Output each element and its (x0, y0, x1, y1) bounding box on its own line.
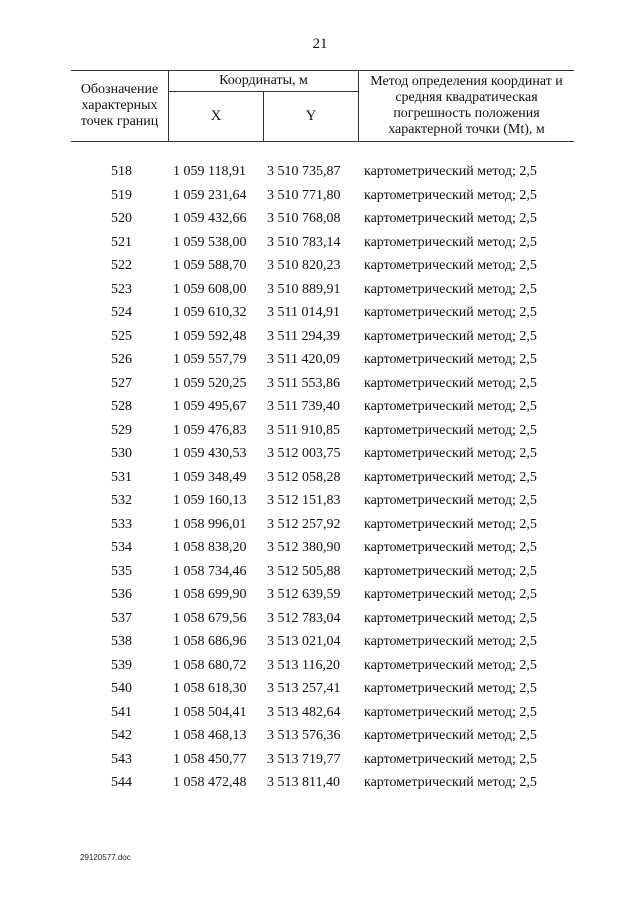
point-number-cell: 529 (111, 422, 132, 438)
method-cell: картометрический метод; 2,5 (364, 610, 537, 626)
method-cell: картометрический метод; 2,5 (364, 751, 537, 767)
x-coordinate-cell: 1 059 592,48 (173, 328, 247, 344)
x-coordinate-cell: 1 059 588,70 (173, 258, 247, 273)
y-coordinate-cell: 3 513 116,20 (267, 657, 340, 673)
point-number-cell: 523 (111, 281, 132, 297)
point-number-cell: 534 (111, 540, 132, 555)
y-coordinate-cell: 3 512 639,59 (267, 587, 341, 602)
y-coordinate-cell: 3 511 420,09 (267, 352, 340, 367)
method-cell: картометрический метод; 2,5 (364, 211, 537, 226)
table-row (71, 442, 572, 466)
point-number-cell: 524 (111, 305, 132, 320)
x-coordinate-cell: 1 059 520,25 (173, 375, 247, 391)
y-coordinate-cell: 3 510 735,87 (267, 164, 341, 179)
point-number-cell: 535 (111, 563, 132, 579)
table-row (71, 513, 572, 537)
table-row (71, 301, 572, 325)
x-coordinate-cell: 1 059 495,67 (173, 399, 247, 414)
point-number-cell: 533 (111, 516, 132, 532)
x-coordinate-cell: 1 059 538,00 (173, 234, 247, 250)
table-row (71, 231, 572, 255)
point-number-cell: 542 (111, 728, 132, 743)
table-row (71, 724, 572, 748)
point-number-cell: 532 (111, 493, 132, 508)
x-coordinate-cell: 1 058 472,48 (173, 775, 247, 790)
method-cell: картометрический метод; 2,5 (364, 704, 537, 720)
table-row (71, 372, 572, 396)
method-cell: картометрический метод; 2,5 (364, 328, 537, 344)
table-row (71, 536, 572, 560)
point-number-cell: 527 (111, 375, 132, 391)
point-number-cell: 543 (111, 751, 132, 767)
y-coordinate-cell: 3 510 768,08 (267, 211, 341, 226)
x-coordinate-cell: 1 059 476,83 (173, 422, 247, 438)
method-cell: картометрический метод; 2,5 (364, 164, 537, 179)
method-cell: картометрический метод; 2,5 (364, 422, 537, 438)
y-coordinate-cell: 3 510 820,23 (267, 258, 341, 273)
y-coordinate-cell: 3 512 003,75 (267, 446, 341, 461)
x-coordinate-cell: 1 058 679,56 (173, 610, 247, 626)
table-row (71, 160, 572, 184)
table-row (71, 466, 572, 490)
y-coordinate-cell: 3 513 257,41 (267, 681, 341, 696)
x-coordinate-cell: 1 059 610,32 (173, 305, 247, 320)
header-y: Y (264, 92, 359, 142)
table-body (71, 160, 572, 795)
method-cell: картометрический метод; 2,5 (364, 728, 537, 743)
x-coordinate-cell: 1 059 557,79 (173, 352, 247, 367)
point-number-cell: 521 (111, 234, 132, 250)
y-coordinate-cell: 3 512 380,90 (267, 540, 341, 555)
table-row (71, 254, 572, 278)
file-name-footer: 29120577.doc (80, 853, 131, 862)
point-number-cell: 519 (111, 187, 132, 203)
table-row (71, 278, 572, 302)
x-coordinate-cell: 1 058 504,41 (173, 704, 247, 720)
table-row (71, 677, 572, 701)
method-cell: картометрический метод; 2,5 (364, 681, 537, 696)
page-number: 21 (312, 36, 328, 52)
table-row (71, 630, 572, 654)
table-row (71, 348, 572, 372)
point-number-cell: 539 (111, 657, 132, 673)
method-cell: картометрический метод; 2,5 (364, 775, 537, 790)
method-cell: картометрический метод; 2,5 (364, 634, 537, 649)
point-number-cell: 525 (111, 328, 132, 344)
point-number-cell: 518 (111, 164, 132, 179)
point-number-cell: 537 (111, 610, 132, 626)
method-cell: картометрический метод; 2,5 (364, 234, 537, 250)
table-row (71, 654, 572, 678)
method-cell: картометрический метод; 2,5 (364, 305, 537, 320)
point-number-cell: 528 (111, 399, 132, 414)
method-cell: картометрический метод; 2,5 (364, 469, 537, 485)
y-coordinate-cell: 3 513 021,04 (267, 634, 341, 649)
method-cell: картометрический метод; 2,5 (364, 399, 537, 414)
table-row (71, 419, 572, 443)
method-cell: картометрический метод; 2,5 (364, 352, 537, 367)
header-method: Метод определения координат и средняя квадратическая погрешность положения характерной точки (Mt), м (359, 71, 575, 142)
method-cell: картометрический метод; 2,5 (364, 516, 537, 532)
y-coordinate-cell: 3 513 576,36 (267, 728, 341, 743)
method-cell: картометрический метод; 2,5 (364, 446, 537, 461)
table-row (71, 748, 572, 772)
y-coordinate-cell: 3 513 719,77 (267, 751, 341, 767)
x-coordinate-cell: 1 058 450,77 (173, 751, 247, 767)
table-row (71, 607, 572, 631)
x-coordinate-cell: 1 059 608,00 (173, 281, 247, 297)
table-row (71, 207, 572, 231)
point-number-cell: 540 (111, 681, 132, 696)
table-row (71, 395, 572, 419)
x-coordinate-cell: 1 058 468,13 (173, 728, 247, 743)
table-row (71, 489, 572, 513)
y-coordinate-cell: 3 512 783,04 (267, 610, 341, 626)
y-coordinate-cell: 3 512 505,88 (267, 563, 341, 579)
x-coordinate-cell: 1 058 680,72 (173, 657, 247, 673)
point-number-cell: 520 (111, 211, 132, 226)
point-number-cell: 536 (111, 587, 132, 602)
x-coordinate-cell: 1 059 118,91 (173, 164, 246, 179)
header-x: X (169, 92, 264, 142)
x-coordinate-cell: 1 059 160,13 (173, 493, 247, 508)
x-coordinate-cell: 1 059 432,66 (173, 211, 247, 226)
y-coordinate-cell: 3 513 811,40 (267, 775, 340, 790)
x-coordinate-cell: 1 058 618,30 (173, 681, 247, 696)
method-cell: картометрический метод; 2,5 (364, 587, 537, 602)
table-row (71, 325, 572, 349)
point-number-cell: 530 (111, 446, 132, 461)
method-cell: картометрический метод; 2,5 (364, 187, 537, 203)
table-row (71, 560, 572, 584)
point-number-cell: 538 (111, 634, 132, 649)
point-number-cell: 544 (111, 775, 132, 790)
x-coordinate-cell: 1 058 838,20 (173, 540, 247, 555)
x-coordinate-cell: 1 058 699,90 (173, 587, 247, 602)
method-cell: картометрический метод; 2,5 (364, 493, 537, 508)
point-number-cell: 526 (111, 352, 132, 367)
table-row (71, 771, 572, 795)
y-coordinate-cell: 3 510 771,80 (267, 187, 341, 203)
method-cell: картометрический метод; 2,5 (364, 657, 537, 673)
header-point-designation: Обозначение характерных точек границ (71, 71, 169, 142)
x-coordinate-cell: 1 059 430,53 (173, 446, 247, 461)
y-coordinate-cell: 3 513 482,64 (267, 704, 341, 720)
y-coordinate-cell: 3 511 553,86 (267, 375, 340, 391)
y-coordinate-cell: 3 512 151,83 (267, 493, 341, 508)
y-coordinate-cell: 3 511 739,40 (267, 399, 340, 414)
x-coordinate-cell: 1 058 996,01 (173, 516, 247, 532)
header-coordinates: Координаты, м (169, 71, 359, 92)
point-number-cell: 541 (111, 704, 132, 720)
table-row (71, 583, 572, 607)
method-cell: картометрический метод; 2,5 (364, 258, 537, 273)
x-coordinate-cell: 1 059 231,64 (173, 187, 247, 203)
table-header (71, 70, 574, 142)
x-coordinate-cell: 1 058 686,96 (173, 634, 247, 649)
table-row (71, 701, 572, 725)
y-coordinate-cell: 3 510 783,14 (267, 234, 341, 250)
method-cell: картометрический метод; 2,5 (364, 540, 537, 555)
point-number-cell: 522 (111, 258, 132, 273)
y-coordinate-cell: 3 511 294,39 (267, 328, 340, 344)
x-coordinate-cell: 1 058 734,46 (173, 563, 247, 579)
y-coordinate-cell: 3 511 910,85 (267, 422, 340, 438)
y-coordinate-cell: 3 512 257,92 (267, 516, 341, 532)
method-cell: картометрический метод; 2,5 (364, 281, 537, 297)
table-row (71, 184, 572, 208)
method-cell: картометрический метод; 2,5 (364, 563, 537, 579)
point-number-cell: 531 (111, 469, 132, 485)
y-coordinate-cell: 3 511 014,91 (267, 305, 340, 320)
y-coordinate-cell: 3 510 889,91 (267, 281, 341, 297)
method-cell: картометрический метод; 2,5 (364, 375, 537, 391)
y-coordinate-cell: 3 512 058,28 (267, 469, 341, 485)
x-coordinate-cell: 1 059 348,49 (173, 469, 247, 485)
